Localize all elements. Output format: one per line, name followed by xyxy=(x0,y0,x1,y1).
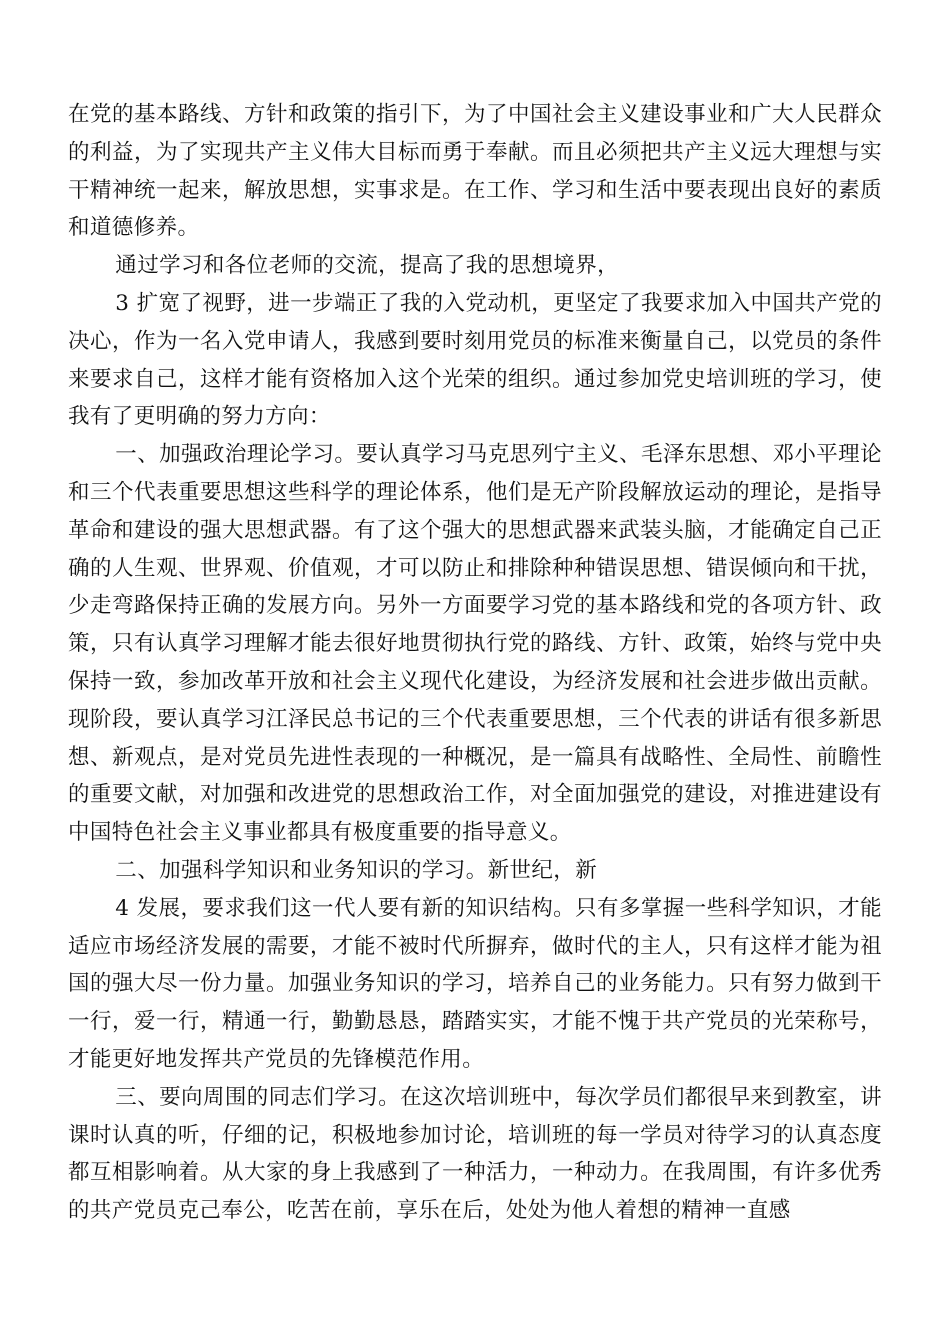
paragraph-3: 3 扩宽了视野，进一步端正了我的入党动机，更坚定了我要求加入中国共产党的决心，作为一名入党申请人，我感到要时刻用党员的标准来衡量自己，以党员的条件来要求自己，这样才能有资格加入这个光荣的组织。通过参加党史培训班的学习，使我有了更明确的努力方向： xyxy=(68,290,882,430)
paragraph-2: 通过学习和各位老师的交流，提高了我的思想境界， xyxy=(115,253,619,279)
paragraph-4: 一、加强政治理论学习。要认真学习马克思列宁主义、毛泽东思想、邓小平理论和三个代表重要思想这些科学的理论体系，他们是无产阶段解放运动的理论，是指导革命和建设的强大思想武器。有了这个强大的思想武器来武装头脑，才能确定自己正确的人生观、世界观、价值观，才可以防止和排除种种错误思想、错误倾向和干扰，少走弯路保持正确的发展方向。另外一方面要学习党的基本路线和党的各项方针、政策，只有认真学习理解才能去很好地贯彻执行党的路线、方针、政策，始终与党中央保持一致，参加改革开放和社会主义现代化建设，为经济发展和社会进步做出贡献。现阶段，要认真学习江泽民总书记的三个代表重要思想，三个代表的讲话有很多新思想、新观点，是对党员先进性表现的一种概况，是一篇具有战略性、全局性、前瞻性的重要文献，对加强和改进党的思想政治工作，对全面加强党的建设，对推进建设有中国特色社会主义事业都具有极度重要的指导意义。 xyxy=(68,442,882,846)
document-body xyxy=(68,96,882,1230)
paragraph-1: 在党的基本路线、方针和政策的指引下，为了中国社会主义建设事业和广大人民群众的利益，为了实现共产主义伟大目标而勇于奉献。而且必须把共产主义远大理想与实干精神统一起来，解放思想，实事求是。在工作、学习和生活中要表现出良好的素质和道德修养。 xyxy=(68,102,882,241)
paragraph-5: 二、加强科学知识和业务知识的学习。新世纪，新 xyxy=(115,857,598,883)
paragraph-6: 4 发展，要求我们这一代人要有新的知识结构。只有多掌握一些科学知识，才能适应市场经济发展的需要，才能不被时代所摒弃，做时代的主人，只有这样才能为祖国的强大尽一份力量。加强业务知识的学习，培养自己的业务能力。只有努力做到干一行，爱一行，精通一行，勤勤恳恳，踏踏实实，才能不愧于共产党员的光荣称号，才能更好地发挥共产党员的先锋模范作用。 xyxy=(68,895,882,1072)
paragraph-7: 三、要向周围的同志们学习。在这次培训班中，每次学员们都很早来到教室，讲课时认真的听，仔细的记，积极地参加讨论，培训班的每一学员对待学习的认真态度都互相影响着。从大家的身上我感到了一种活力，一种动力。在我周围，有许多优秀的共产党员克己奉公，吃苦在前，享乐在后，处处为他人着想的精神一直感 xyxy=(68,1084,882,1224)
